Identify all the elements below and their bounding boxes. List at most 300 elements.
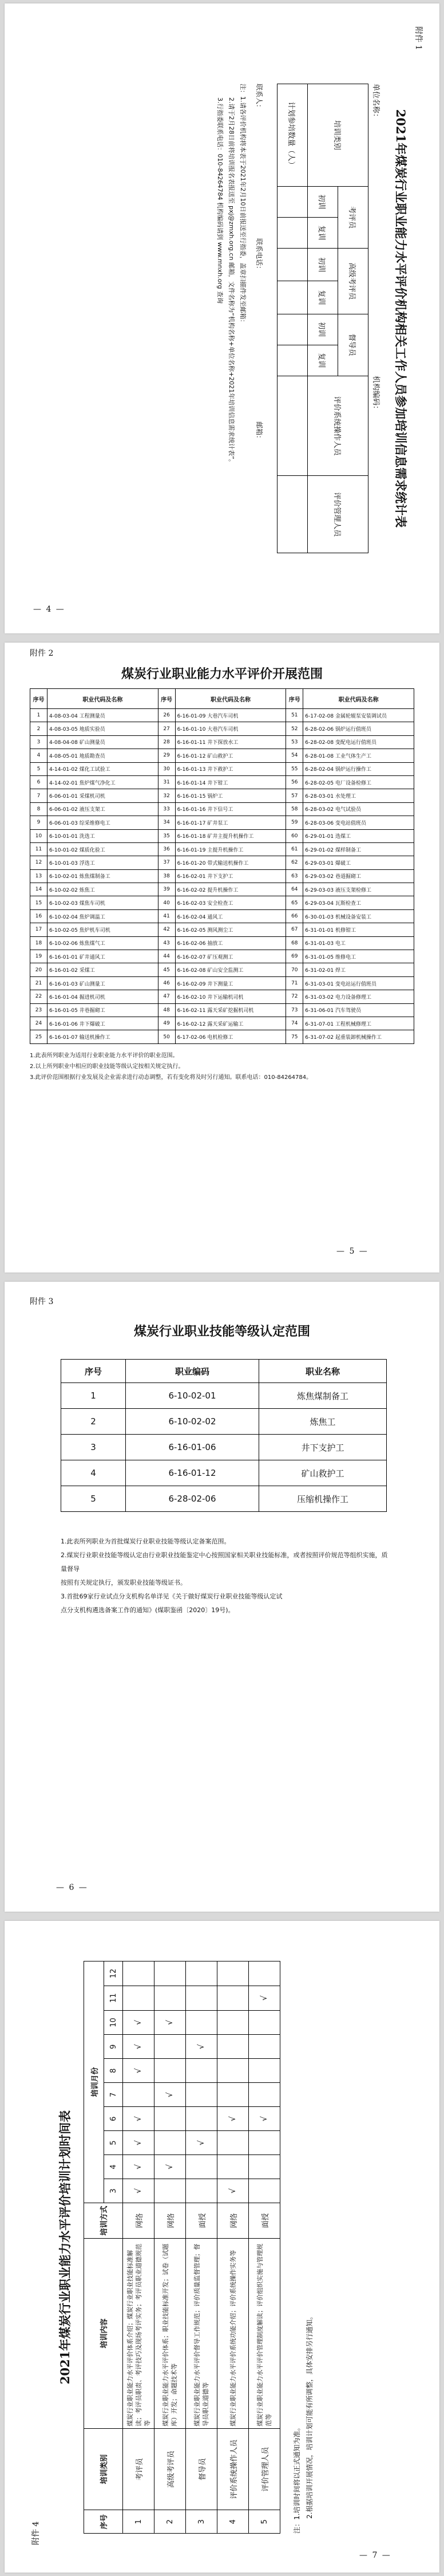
occupation-cell: 6-16-02-06 抽放工 [175, 936, 286, 950]
serial-cell: 48 [158, 1003, 175, 1017]
serial-cell: 12 [30, 856, 47, 869]
header-content: 培训内容 [84, 2239, 123, 2429]
note-line: 1.此表所列职业为首批煤炭行业职业技能等级认定备案范围。 [61, 1538, 231, 1545]
content-cell: 煤炭行业职业能力水平评价体系；职业技能标准开发；试卷（试题库）开发；命题技术等 [154, 2239, 186, 2429]
occupation-cell: 6-16-02-10 井下运输机司机 [175, 990, 286, 1003]
occupation-cell: 6-10-02-05 焦炉机车司机 [47, 923, 158, 936]
month-mark-cell: √ [154, 2155, 186, 2179]
table-row [30, 1003, 414, 1017]
serial-cell: 43 [158, 936, 175, 950]
occupation-name-cell: 炼焦煤制备工 [259, 1383, 387, 1409]
serial-cell: 38 [158, 869, 175, 883]
month-mark-cell [249, 2179, 280, 2203]
annex-label: 附件 4 [31, 2521, 41, 2545]
occupation-cell: 6-17-02-08 金属轮辊泵安装调试员 [303, 709, 414, 722]
col-header: 序号 [61, 1360, 126, 1383]
page-5 [5, 643, 439, 1273]
serial-cell: 27 [158, 722, 175, 735]
count-cell[interactable] [278, 187, 308, 218]
month-header: 11 [104, 1986, 123, 2010]
serial-cell: 59 [286, 816, 303, 829]
header-mode: 培训方式 [84, 2203, 123, 2239]
occupation-cell: 6-16-01-13 井下救护工 [175, 762, 286, 775]
month-mark-cell: √ [217, 2107, 249, 2131]
serial-cell: 4 [61, 1460, 126, 1486]
month-mark-cell [186, 2179, 217, 2203]
month-mark-cell [249, 2010, 280, 2035]
month-mark-cell [249, 2083, 280, 2107]
table-row [217, 1961, 249, 2534]
month-mark-cell [154, 2107, 186, 2131]
table-row [30, 1017, 414, 1030]
occupation-cell: 6-16-01-17 矿井泵工 [175, 816, 286, 829]
serial-cell: 71 [286, 976, 303, 990]
serial-cell: 13 [30, 869, 47, 883]
occupation-code-cell: 6-16-01-12 [126, 1460, 259, 1486]
serial-cell: 7 [30, 789, 47, 802]
serial-cell: 3 [30, 735, 47, 749]
serial-cell: 34 [158, 816, 175, 829]
serial-cell: 8 [30, 802, 47, 816]
annex-label: 附件 1 [414, 26, 423, 50]
occupation-cell: 6-16-01-19 主提升机操作工 [175, 842, 286, 856]
rotated-content [22, 1944, 422, 2551]
count-cell[interactable] [278, 345, 308, 376]
serial-cell: 10 [30, 829, 47, 842]
serial-cell: 72 [286, 990, 303, 1003]
content-cell: 煤炭行业职业能力水平评价体系介绍；煤炭行业职业技能标准解读；考评员职责、考评技巧及现场考评实务；考评员职业道德规范等 [123, 2239, 154, 2429]
month-mark-cell: √ [123, 2035, 154, 2059]
month-header: 7 [104, 2083, 123, 2107]
note-line: 3.行指委联系电话：010-84264784 机构编码请到 www.mnxh.org 查询 [216, 97, 224, 304]
serial-cell: 19 [30, 950, 47, 963]
occupation-cell: 6-10-01-02 煤质化验工 [47, 842, 158, 856]
count-cell[interactable] [278, 249, 308, 281]
table-row [30, 1030, 414, 1043]
month-mark-cell: √ [123, 2155, 154, 2179]
month-mark-cell [154, 2131, 186, 2155]
month-mark-cell [186, 2083, 217, 2107]
note-line: 2.根据培训开展情况，培训计划可能有所调整，具体安排另行通知。 [306, 2313, 314, 2519]
table-row [30, 829, 414, 842]
table-header-row [61, 1360, 387, 1383]
header-senior-examiner: 高级考评员 [338, 249, 368, 314]
serial-cell: 60 [286, 829, 303, 842]
month-mark-cell [186, 2107, 217, 2131]
header-examiner: 考评员 [338, 187, 368, 249]
occupation-cell: 6-16-02-11 露天采矿挖掘机司机 [175, 1003, 286, 1017]
occupation-cell: 6-10-02-04 焦炉调温工 [47, 909, 158, 923]
occupation-code-cell: 6-10-02-02 [126, 1409, 259, 1435]
page-6 [5, 1282, 439, 1912]
month-mark-cell [217, 2059, 249, 2083]
occupation-cell: 6-16-01-02 采煤工 [47, 963, 158, 976]
note-line: 2.请于2月28日前将培训报名表报送至 pxj@zmxh.org.cn 邮箱，文件名称为“机构名称+单位名称+2021年培训信息需求统计表”。 [228, 97, 235, 466]
month-mark-cell [186, 1961, 217, 1986]
occupation-cell: 6-16-01-14 井下钳工 [175, 775, 286, 789]
serial-cell: 36 [158, 842, 175, 856]
mode-cell: 网络 [154, 2203, 186, 2239]
occupation-cell: 6-28-03-01 水处理工 [303, 789, 414, 802]
month-mark-cell: √ [186, 2131, 217, 2155]
note-line: 注：1.培训时间将以正式通知为准。 [293, 2424, 301, 2534]
email-label: 邮箱： [255, 422, 263, 443]
table-row [30, 990, 414, 1003]
serial-cell: 29 [158, 749, 175, 762]
serial-cell: 20 [30, 963, 47, 976]
mode-cell: 面授 [249, 2203, 280, 2239]
serial-cell: 28 [158, 735, 175, 749]
note-line: 注：1.请各评价机构将本表于2021年2月10日前报送至行指委，盖章扫描件发至邮箱： [239, 84, 247, 326]
page-7 [5, 1921, 439, 2573]
table-row [154, 1961, 186, 2534]
occupation-cell: 4-08-03-05 地质实验员 [47, 722, 158, 735]
notes [61, 1535, 393, 1617]
col-header: 序号 [158, 689, 175, 709]
month-mark-cell [217, 1986, 249, 2010]
page-title: 煤炭行业职业技能等级认定范围 [133, 1324, 310, 1339]
table-row [186, 1961, 217, 2534]
col-header: 职业名称 [259, 1360, 387, 1383]
serial-cell: 1 [123, 2510, 154, 2534]
occupation-name-cell: 矿山救护工 [259, 1460, 387, 1486]
serial-cell: 2 [61, 1409, 126, 1435]
serial-cell: 61 [286, 842, 303, 856]
table-row [61, 1409, 387, 1435]
header-renew: 复训 [308, 218, 338, 249]
serial-cell: 58 [286, 802, 303, 816]
occupation-cell: 6-16-02-07 矿压观测工 [175, 950, 286, 963]
serial-cell: 22 [30, 990, 47, 1003]
serial-cell: 18 [30, 936, 47, 950]
occupation-cell: 6-10-02-02 炼焦工 [47, 883, 158, 896]
serial-cell: 54 [286, 749, 303, 762]
count-cell[interactable] [278, 281, 308, 314]
table-row [123, 1961, 154, 2534]
category-cell: 评价管理人员 [249, 2428, 280, 2510]
notes [214, 84, 248, 588]
header-training-type: 培训类别 [308, 84, 368, 187]
serial-cell: 69 [286, 950, 303, 963]
occupation-cell: 6-29-03-02 巷道掘砌工 [303, 869, 414, 883]
month-mark-cell: √ [154, 2010, 186, 2035]
occupation-cell: 6-31-03-02 电力设备修理工 [303, 990, 414, 1003]
occupation-cell: 6-31-06-01 汽车驾驶员 [303, 1003, 414, 1017]
occupation-cell: 6-16-02-02 提升机操作工 [175, 883, 286, 896]
serial-cell: 73 [286, 1003, 303, 1017]
occupation-cell: 6-16-01-15 锅炉工 [175, 789, 286, 802]
serial-cell: 3 [186, 2510, 217, 2534]
month-mark-cell: √ [123, 2179, 154, 2203]
serial-cell: 67 [286, 923, 303, 936]
table-header-row [30, 689, 414, 709]
month-mark-cell: √ [123, 2059, 154, 2083]
occupation-cell: 6-28-02-08 变配电运行值班员 [303, 735, 414, 749]
occupation-cell: 6-31-02-01 焊工 [303, 963, 414, 976]
occupation-cell: 6-31-01-01 机修钳工 [303, 923, 414, 936]
serial-cell: 1 [61, 1383, 126, 1409]
month-mark-cell [154, 2035, 186, 2059]
occupation-cell: 6-16-02-04 通风工 [175, 909, 286, 923]
serial-cell: 24 [30, 1017, 47, 1030]
header-initial: 初训 [308, 249, 338, 281]
table-row [30, 896, 414, 909]
occupation-cell: 6-29-01-02 煤样制备工 [303, 842, 414, 856]
occupation-cell: 6-10-01-01 洗选工 [47, 829, 158, 842]
training-schedule-table [84, 1961, 280, 2534]
month-mark-cell: √ [154, 2083, 186, 2107]
serial-cell: 6 [30, 775, 47, 789]
month-header: 12 [104, 1961, 123, 1986]
table-row [30, 735, 414, 749]
serial-cell: 32 [158, 789, 175, 802]
occupation-cell: 6-06-01-02 液压支架工 [47, 802, 158, 816]
serial-cell: 37 [158, 856, 175, 869]
occupation-cell: 6-28-03-02 电气试验员 [303, 802, 414, 816]
month-header: 10 [104, 2010, 123, 2035]
serial-cell: 15 [30, 896, 47, 909]
col-header: 职业代码及名称 [175, 689, 286, 709]
serial-cell: 41 [158, 909, 175, 923]
table-row [30, 722, 414, 735]
serial-cell: 63 [286, 869, 303, 883]
month-mark-cell [217, 2131, 249, 2155]
header-initial: 初训 [308, 314, 338, 345]
occupation-cell: 6-10-01-03 浮选工 [47, 856, 158, 869]
occupation-cell: 6-06-01-01 采煤机司机 [47, 789, 158, 802]
occupation-cell: 6-28-02-04 锅炉运行操作工 [303, 762, 414, 775]
month-mark-cell [217, 2155, 249, 2179]
serial-cell: 68 [286, 936, 303, 950]
page-title: 2021年煤炭行业职业能力水平评价机构相关工作人员参加培训信息需求统计表 [394, 109, 408, 528]
month-mark-cell [154, 2059, 186, 2083]
occupation-cell: 6-16-01-10 大巷汽车司机 [175, 722, 286, 735]
count-cell[interactable] [278, 218, 308, 249]
count-cell[interactable] [278, 314, 308, 345]
occupation-cell: 6-29-03-01 爆破工 [303, 856, 414, 869]
month-mark-cell [249, 2131, 280, 2155]
occupation-cell: 4-14-01-02 煤化工试验工 [47, 762, 158, 775]
occupation-cell: 6-16-01-09 大巷汽车司机 [175, 709, 286, 722]
occupation-cell: 4-08-03-04 工程测量员 [47, 709, 158, 722]
month-mark-cell [217, 2010, 249, 2035]
month-mark-cell: √ [217, 2179, 249, 2203]
month-mark-cell [186, 1986, 217, 2010]
table-row [30, 775, 414, 789]
occupation-cell: 6-10-02-06 炼焦煤气工 [47, 936, 158, 950]
month-mark-cell [249, 2155, 280, 2179]
serial-cell: 64 [286, 883, 303, 896]
rotated-content [17, 21, 429, 616]
serial-cell: 25 [30, 1030, 47, 1043]
month-mark-cell [123, 1986, 154, 2010]
page-number: — 6 — [56, 1883, 88, 1892]
serial-cell: 5 [249, 2510, 280, 2534]
table-row [61, 1460, 387, 1486]
serial-cell: 75 [286, 1030, 303, 1043]
serial-cell: 45 [158, 963, 175, 976]
page-number: — 7 — [359, 2551, 391, 2560]
table-row [30, 909, 414, 923]
occupation-cell: 6-30-01-03 机械设备安装工 [303, 909, 414, 923]
header-renew: 复训 [308, 345, 338, 376]
occupation-cell: 6-16-02-09 井下测量工 [175, 976, 286, 990]
occupation-cell: 6-16-01-05 井巷掘砌工 [47, 1003, 158, 1017]
serial-cell: 50 [158, 1030, 175, 1043]
header-no: 序号 [84, 2510, 123, 2534]
serial-cell: 26 [158, 709, 175, 722]
table-row [30, 936, 414, 950]
header-initial: 初训 [308, 187, 338, 218]
month-mark-cell [154, 1961, 186, 1986]
serial-cell: 21 [30, 976, 47, 990]
serial-cell: 70 [286, 963, 303, 976]
serial-cell: 23 [30, 1003, 47, 1017]
serial-cell: 31 [158, 775, 175, 789]
table-row [30, 709, 414, 722]
occupation-cell: 6-28-02-06 锅炉运行值班员 [303, 722, 414, 735]
table-row [30, 762, 414, 775]
month-mark-cell: √ [123, 2131, 154, 2155]
serial-cell: 62 [286, 856, 303, 869]
table-row [30, 963, 414, 976]
table-row [30, 976, 414, 990]
org-code-label: 机构编码： [371, 376, 380, 413]
content-cell: 煤炭行业职业能力水平评价管理制度解读；评价组织实施与管理规范等 [249, 2239, 280, 2429]
occupation-cell: 6-16-02-12 露天采矿运输工 [175, 1017, 286, 1030]
count-cell[interactable] [278, 476, 308, 553]
table-row [61, 1486, 387, 1512]
skill-level-table [61, 1359, 387, 1512]
serial-cell: 53 [286, 735, 303, 749]
month-mark-cell [186, 2010, 217, 2035]
serial-cell: 2 [30, 722, 47, 735]
serial-cell: 55 [286, 762, 303, 775]
month-header: 3 [104, 2179, 123, 2203]
serial-cell: 2 [154, 2510, 186, 2534]
serial-cell: 74 [286, 1017, 303, 1030]
occupation-cell: 6-16-01-04 掘进机司机 [47, 990, 158, 1003]
header-supervisor: 督导员 [338, 314, 368, 376]
note-line: 1.此表所列职业为适用行业职业能力水平评价的职业范围。 [30, 1053, 179, 1059]
serial-cell: 57 [286, 789, 303, 802]
month-header: 4 [104, 2155, 123, 2179]
content-cell: 煤炭行业职业能力水平评价系统功能介绍；评价系统操作实务等 [217, 2239, 249, 2429]
serial-cell: 5 [30, 762, 47, 775]
occupation-code-cell: 6-16-01-06 [126, 1435, 259, 1460]
occupation-code-cell: 6-28-02-06 [126, 1486, 259, 1512]
occupation-cell: 6-31-01-05 维修电工 [303, 950, 414, 963]
occupation-code-cell: 6-10-02-01 [126, 1383, 259, 1409]
occupation-cell: 6-10-02-01 炼焦煤制备工 [47, 869, 158, 883]
serial-cell: 1 [30, 709, 47, 722]
category-cell: 评价系统操作人员 [217, 2428, 249, 2510]
serial-cell: 52 [286, 722, 303, 735]
month-header: 9 [104, 2035, 123, 2059]
table-row [30, 802, 414, 816]
note-line: 2.煤炭行业职业技能等级认定由行业职业技能鉴定中心按照国家相关职业技能标准，或者按照评价规范等组织实施，质量督导 [61, 1551, 388, 1573]
serial-cell: 46 [158, 976, 175, 990]
col-header: 职业代码及名称 [303, 689, 414, 709]
month-mark-cell [123, 1961, 154, 1986]
serial-cell: 30 [158, 762, 175, 775]
note-line: 2.以上所列职业中相应的职业技能等级认定按相关规定执行。 [30, 1064, 184, 1070]
serial-cell: 56 [286, 775, 303, 789]
month-mark-cell [154, 2179, 186, 2203]
month-mark-cell [186, 2059, 217, 2083]
serial-cell: 33 [158, 802, 175, 816]
serial-cell: 9 [30, 816, 47, 829]
occupation-cell: 6-28-01-08 工业气体生产工 [303, 749, 414, 762]
phone-label: 联系电话： [255, 238, 263, 273]
col-header: 职业编码 [126, 1360, 259, 1383]
occupation-cell: 6-31-01-03 电工 [303, 936, 414, 950]
month-mark-cell [217, 2083, 249, 2107]
occupation-cell: 6-31-07-01 工程机械修理工 [303, 1017, 414, 1030]
occupation-cell: 6-06-01-03 综采维修电工 [47, 816, 158, 829]
table-row [30, 816, 414, 829]
annex-label: 附件 3 [30, 1297, 54, 1306]
occupation-cell: 4-08-05-01 地质勘查员 [47, 749, 158, 762]
serial-cell: 5 [61, 1486, 126, 1512]
serial-cell: 17 [30, 923, 47, 936]
month-mark-cell: √ [249, 1986, 280, 2010]
table-row [30, 749, 414, 762]
month-header: 6 [104, 2107, 123, 2131]
month-mark-cell [249, 2059, 280, 2083]
occupation-cell: 6-16-02-01 井下支护工 [175, 869, 286, 883]
annex-label: 附件 2 [30, 649, 54, 658]
serial-cell: 16 [30, 909, 47, 923]
occupation-cell: 6-31-07-02 起重装卸机械操作工 [303, 1030, 414, 1043]
category-cell: 考评员 [123, 2428, 154, 2510]
note-line: 按照有关规定执行，颁发职业技能等级证书。 [61, 1579, 187, 1586]
occupation-cell: 6-16-01-12 矿山救护工 [175, 749, 286, 762]
occupation-cell: 6-29-03-03 液压支架检修工 [303, 883, 414, 896]
serial-cell: 65 [286, 896, 303, 909]
occupation-cell: 6-16-01-18 矿井主提升机操作工 [175, 829, 286, 842]
page-4 [5, 3, 439, 633]
table-row [61, 1383, 387, 1409]
month-mark-cell: √ [123, 2107, 154, 2131]
month-mark-cell [217, 1961, 249, 1986]
serial-cell: 39 [158, 883, 175, 896]
occupation-cell: 6-16-01-03 矿山测量工 [47, 976, 158, 990]
occupation-cell: 6-29-01-01 选煤工 [303, 829, 414, 842]
header-eval-manager: 评价管理人员 [308, 476, 368, 553]
content-cell: 煤炭行业职业能力水平评价督导工作规范；评价质量监督管理；督导员职业道德等 [186, 2239, 217, 2429]
occupation-cell: 4-08-04-08 矿山测量员 [47, 735, 158, 749]
count-cell[interactable] [278, 376, 308, 476]
serial-cell: 47 [158, 990, 175, 1003]
month-mark-cell [123, 2083, 154, 2107]
month-mark-cell [186, 2155, 217, 2179]
table-row [30, 842, 414, 856]
month-mark-cell: √ [123, 2010, 154, 2035]
occupation-cell: 6-16-02-08 矿山安全监测工 [175, 963, 286, 976]
serial-cell: 11 [30, 842, 47, 856]
table-row [30, 869, 414, 883]
table-row [30, 950, 414, 963]
training-need-table [277, 84, 368, 553]
notes [30, 1050, 419, 1083]
col-header: 职业代码及名称 [47, 689, 158, 709]
occupation-cell: 6-10-02-03 煤焦车司机 [47, 896, 158, 909]
table-row [30, 789, 414, 802]
occupation-cell: 6-29-03-04 瓦斯检查工 [303, 896, 414, 909]
occupation-cell: 6-16-02-05 测风测尘工 [175, 923, 286, 936]
occupation-cell: 6-28-02-05 电厂设备检修工 [303, 775, 414, 789]
